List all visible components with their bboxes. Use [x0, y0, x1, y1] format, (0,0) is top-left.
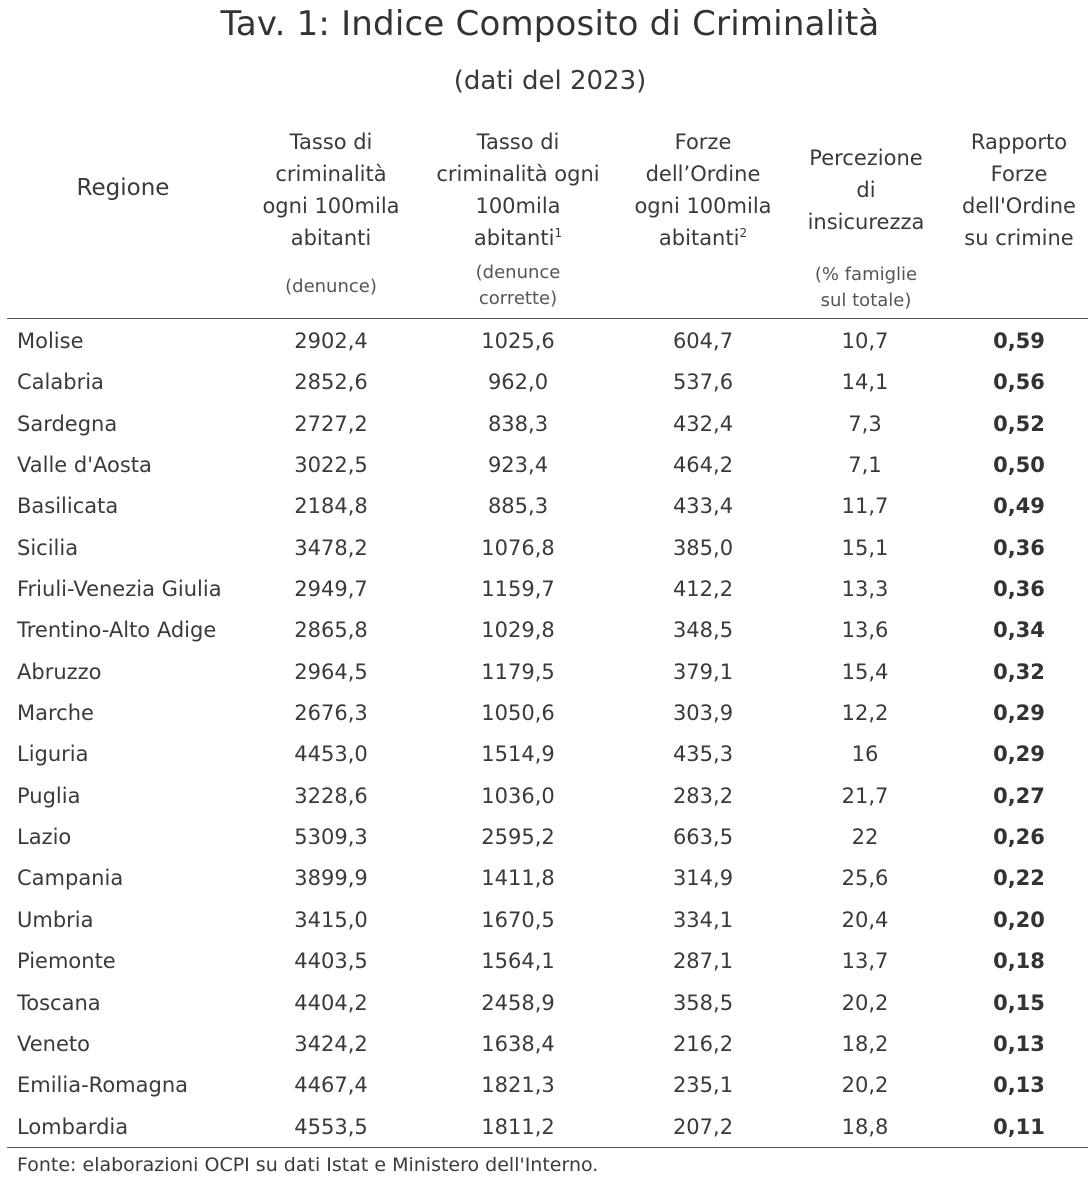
- cell-rapporto: 0,13: [993, 1031, 1045, 1056]
- header-percezione-sub: (% famiglie: [814, 264, 918, 285]
- cell-percezione: 12,2: [841, 701, 889, 726]
- cell-regione: Sicilia: [17, 535, 79, 560]
- cell-rapporto: 0,34: [993, 618, 1045, 643]
- cell-regione: Friuli-Venezia Giulia: [17, 577, 222, 602]
- header-tasso-corretto-sub: corrette): [478, 288, 558, 309]
- cell-regione: Puglia: [17, 783, 81, 808]
- cell-forze-ordine: 537,6: [672, 370, 734, 395]
- cell-percezione: 13,7: [841, 949, 889, 974]
- header-percezione-sub: sul totale): [820, 290, 912, 311]
- cell-rapporto: 0,11: [993, 1114, 1045, 1139]
- cell-percezione: 21,7: [841, 783, 889, 808]
- table-row: [0, 362, 1088, 403]
- table-row: [0, 734, 1088, 775]
- cell-percezione: 15,1: [841, 535, 889, 560]
- cell-forze-ordine: 348,5: [672, 618, 734, 643]
- cell-percezione: 25,6: [841, 866, 889, 891]
- cell-tasso-criminalita: 2865,8: [294, 618, 368, 643]
- header-forze-ordine-line: dell’Ordine: [645, 162, 761, 186]
- cell-rapporto: 0,29: [993, 701, 1045, 726]
- table-row: [0, 445, 1088, 486]
- table-row: [0, 404, 1088, 445]
- table-row: [0, 321, 1088, 362]
- header-rapporto-line: Rapporto: [970, 130, 1068, 154]
- cell-tasso-corretto: 1670,5: [481, 907, 555, 932]
- cell-forze-ordine: 358,5: [672, 990, 734, 1015]
- cell-regione: Trentino-Alto Adige: [17, 618, 217, 643]
- header-rapporto-line: Forze: [990, 162, 1048, 186]
- cell-tasso-corretto: 1029,8: [481, 618, 555, 643]
- cell-percezione: 7,3: [848, 411, 882, 436]
- cell-tasso-corretto: 1050,6: [481, 701, 555, 726]
- table-row: [0, 693, 1088, 734]
- cell-rapporto: 0,20: [993, 907, 1045, 932]
- header-percezione: [786, 142, 946, 342]
- cell-forze-ordine: 314,9: [672, 866, 734, 891]
- cell-regione: Lazio: [17, 825, 72, 850]
- table-header: [0, 118, 1088, 318]
- cell-tasso-corretto: 1821,3: [481, 1073, 555, 1098]
- cell-tasso-criminalita: 2949,7: [294, 577, 368, 602]
- header-rapporto: [944, 126, 1088, 326]
- header-tasso-criminalita: [236, 126, 426, 326]
- header-tasso-corretto-sub: (denunce: [475, 262, 561, 283]
- cell-regione: Piemonte: [17, 949, 116, 974]
- cell-tasso-criminalita: 2964,5: [294, 659, 368, 684]
- cell-regione: Liguria: [17, 742, 89, 767]
- cell-percezione: 11,7: [841, 494, 889, 519]
- cell-tasso-corretto: 838,3: [487, 411, 549, 436]
- cell-forze-ordine: 235,1: [672, 1073, 734, 1098]
- header-tasso-criminalita-line: Tasso di: [289, 130, 373, 154]
- cell-forze-ordine: 216,2: [672, 1031, 734, 1056]
- cell-tasso-criminalita: 3022,5: [294, 453, 368, 478]
- cell-tasso-criminalita: 3415,0: [294, 907, 368, 932]
- footnote-2: 2: [739, 226, 748, 240]
- cell-rapporto: 0,29: [993, 742, 1045, 767]
- cell-tasso-corretto: 1076,8: [481, 535, 555, 560]
- header-forze-ordine-line: ogni 100mila: [634, 194, 772, 218]
- header-percezione-line: di: [856, 178, 876, 202]
- header-tasso-criminalita-sub: (denunce): [285, 276, 377, 297]
- cell-forze-ordine: 412,2: [672, 577, 734, 602]
- cell-regione: Lombardia: [17, 1114, 129, 1139]
- cell-tasso-criminalita: 5309,3: [294, 825, 368, 850]
- cell-rapporto: 0,22: [993, 866, 1045, 891]
- cell-tasso-corretto: 885,3: [487, 494, 549, 519]
- header-rapporto-line: su crimine: [964, 226, 1074, 250]
- cell-rapporto: 0,26: [993, 825, 1045, 850]
- table-title: Tav. 1: Indice Composito di Criminalità: [220, 4, 880, 44]
- cell-percezione: 7,1: [848, 453, 882, 478]
- table-row: [0, 1107, 1088, 1148]
- cell-rapporto: 0,32: [993, 659, 1045, 684]
- header-tasso-criminalita-line: ogni 100mila: [262, 194, 400, 218]
- header-forze-ordine: [608, 126, 798, 326]
- cell-tasso-corretto: 1638,4: [481, 1031, 555, 1056]
- cell-tasso-criminalita: 3899,9: [294, 866, 368, 891]
- cell-regione: Umbria: [17, 907, 94, 932]
- cell-forze-ordine: 435,3: [672, 742, 734, 767]
- cell-tasso-criminalita: 4453,0: [294, 742, 368, 767]
- cell-tasso-criminalita: 3424,2: [294, 1031, 368, 1056]
- cell-percezione: 22: [851, 825, 879, 850]
- header-forze-ordine-line: Forze: [674, 130, 732, 154]
- header-percezione-line: Percezione: [809, 146, 923, 170]
- table-row: [0, 1024, 1088, 1065]
- cell-forze-ordine: 303,9: [672, 701, 734, 726]
- cell-rapporto: 0,50: [993, 453, 1045, 478]
- cell-tasso-criminalita: 2902,4: [294, 329, 368, 353]
- cell-percezione: 18,2: [841, 1031, 889, 1056]
- cell-rapporto: 0,49: [993, 494, 1045, 519]
- table-bottom-divider: [7, 1147, 1088, 1148]
- cell-regione: Abruzzo: [17, 659, 102, 684]
- cell-regione: Toscana: [17, 990, 101, 1015]
- table-row: [0, 941, 1088, 982]
- cell-rapporto: 0,36: [993, 577, 1045, 602]
- cell-forze-ordine: 464,2: [672, 453, 734, 478]
- table-row: [0, 610, 1088, 651]
- table-row: [0, 486, 1088, 527]
- header-percezione-line: insicurezza: [807, 210, 925, 234]
- footnote-1: 1: [554, 226, 563, 240]
- table-row: [0, 652, 1088, 693]
- table-subtitle: (dati del 2023): [453, 66, 647, 96]
- cell-tasso-corretto: 1179,5: [481, 659, 555, 684]
- cell-percezione: 13,3: [841, 577, 889, 602]
- cell-forze-ordine: 604,7: [672, 329, 734, 353]
- header-forze-ordine-line: abitanti$^2$: [658, 226, 748, 250]
- cell-tasso-criminalita: 4404,2: [294, 990, 368, 1015]
- table-row: [0, 1065, 1088, 1106]
- cell-percezione: 16: [851, 742, 879, 767]
- cell-forze-ordine: 663,5: [672, 825, 734, 850]
- table-row: [0, 858, 1088, 899]
- cell-tasso-corretto: 1036,0: [481, 783, 555, 808]
- cell-percezione: 15,4: [841, 659, 889, 684]
- header-rapporto-line: dell'Ordine: [962, 194, 1076, 218]
- cell-rapporto: 0,59: [993, 329, 1045, 353]
- cell-rapporto: 0,15: [993, 990, 1045, 1015]
- cell-tasso-corretto: 1411,8: [481, 866, 555, 891]
- table-row: [0, 817, 1088, 858]
- header-regione: Regione: [76, 175, 170, 201]
- cell-tasso-corretto: 2595,2: [481, 825, 555, 850]
- table-row: [0, 900, 1088, 941]
- cell-percezione: 20,2: [841, 1073, 889, 1098]
- header-tasso-corretto: [418, 126, 618, 326]
- cell-regione: Marche: [17, 701, 94, 726]
- cell-tasso-criminalita: 4553,5: [294, 1114, 368, 1139]
- cell-forze-ordine: 432,4: [672, 411, 734, 436]
- cell-tasso-corretto: 1564,1: [481, 949, 555, 974]
- cell-tasso-corretto: 1811,2: [481, 1114, 555, 1139]
- cell-percezione: 13,6: [841, 618, 889, 643]
- header-tasso-corretto-line: abitanti$^1$: [473, 226, 563, 250]
- cell-regione: Basilicata: [17, 494, 119, 519]
- cell-rapporto: 0,18: [993, 949, 1045, 974]
- header-tasso-corretto-line: Tasso di: [476, 130, 560, 154]
- cell-forze-ordine: 334,1: [672, 907, 734, 932]
- cell-regione: Valle d'Aosta: [17, 453, 152, 478]
- header-tasso-corretto-line: criminalità ogni: [436, 162, 600, 186]
- cell-tasso-criminalita: 4403,5: [294, 949, 368, 974]
- cell-rapporto: 0,56: [993, 370, 1045, 395]
- cell-rapporto: 0,36: [993, 535, 1045, 560]
- cell-forze-ordine: 385,0: [672, 535, 734, 560]
- cell-rapporto: 0,13: [993, 1073, 1045, 1098]
- cell-percezione: 20,4: [841, 907, 889, 932]
- cell-tasso-corretto: 923,4: [487, 453, 549, 478]
- cell-percezione: 18,8: [841, 1114, 889, 1139]
- cell-percezione: 10,7: [841, 329, 889, 353]
- cell-tasso-corretto: 1025,6: [481, 329, 555, 353]
- header-divider: [7, 318, 1088, 319]
- cell-tasso-corretto: 2458,9: [481, 990, 555, 1015]
- cell-percezione: 20,2: [841, 990, 889, 1015]
- table-body: [0, 321, 1088, 1148]
- table-row: [0, 776, 1088, 817]
- cell-regione: Sardegna: [17, 411, 118, 436]
- cell-tasso-criminalita: 3228,6: [294, 783, 368, 808]
- cell-forze-ordine: 283,2: [672, 783, 734, 808]
- cell-regione: Calabria: [17, 370, 104, 395]
- cell-regione: Emilia-Romagna: [17, 1073, 189, 1098]
- cell-rapporto: 0,52: [993, 411, 1045, 436]
- cell-forze-ordine: 433,4: [672, 494, 734, 519]
- cell-tasso-corretto: 1514,9: [481, 742, 555, 767]
- cell-tasso-corretto: 962,0: [487, 370, 549, 395]
- cell-forze-ordine: 207,2: [672, 1114, 734, 1139]
- table-row: [0, 569, 1088, 610]
- cell-regione: Campania: [17, 866, 124, 891]
- cell-tasso-criminalita: 2852,6: [294, 370, 368, 395]
- cell-forze-ordine: 379,1: [672, 659, 734, 684]
- header-tasso-criminalita-line: criminalità: [275, 162, 387, 186]
- cell-tasso-corretto: 1159,7: [481, 577, 555, 602]
- cell-tasso-criminalita: 2727,2: [294, 411, 368, 436]
- cell-tasso-criminalita: 3478,2: [294, 535, 368, 560]
- source-note: Fonte: elaborazioni OCPI su dati Istat e Ministero dell'Interno.: [17, 1154, 599, 1176]
- header-tasso-corretto-line: 100mila: [475, 194, 561, 218]
- cell-tasso-criminalita: 2676,3: [294, 701, 368, 726]
- cell-regione: Veneto: [17, 1031, 90, 1056]
- table-row: [0, 983, 1088, 1024]
- cell-tasso-criminalita: 4467,4: [294, 1073, 368, 1098]
- cell-tasso-criminalita: 2184,8: [294, 494, 368, 519]
- cell-rapporto: 0,27: [993, 783, 1045, 808]
- cell-percezione: 14,1: [841, 370, 889, 395]
- header-tasso-criminalita-line: abitanti: [290, 226, 372, 250]
- cell-regione: Molise: [17, 329, 84, 353]
- table-row: [0, 528, 1088, 569]
- cell-forze-ordine: 287,1: [672, 949, 734, 974]
